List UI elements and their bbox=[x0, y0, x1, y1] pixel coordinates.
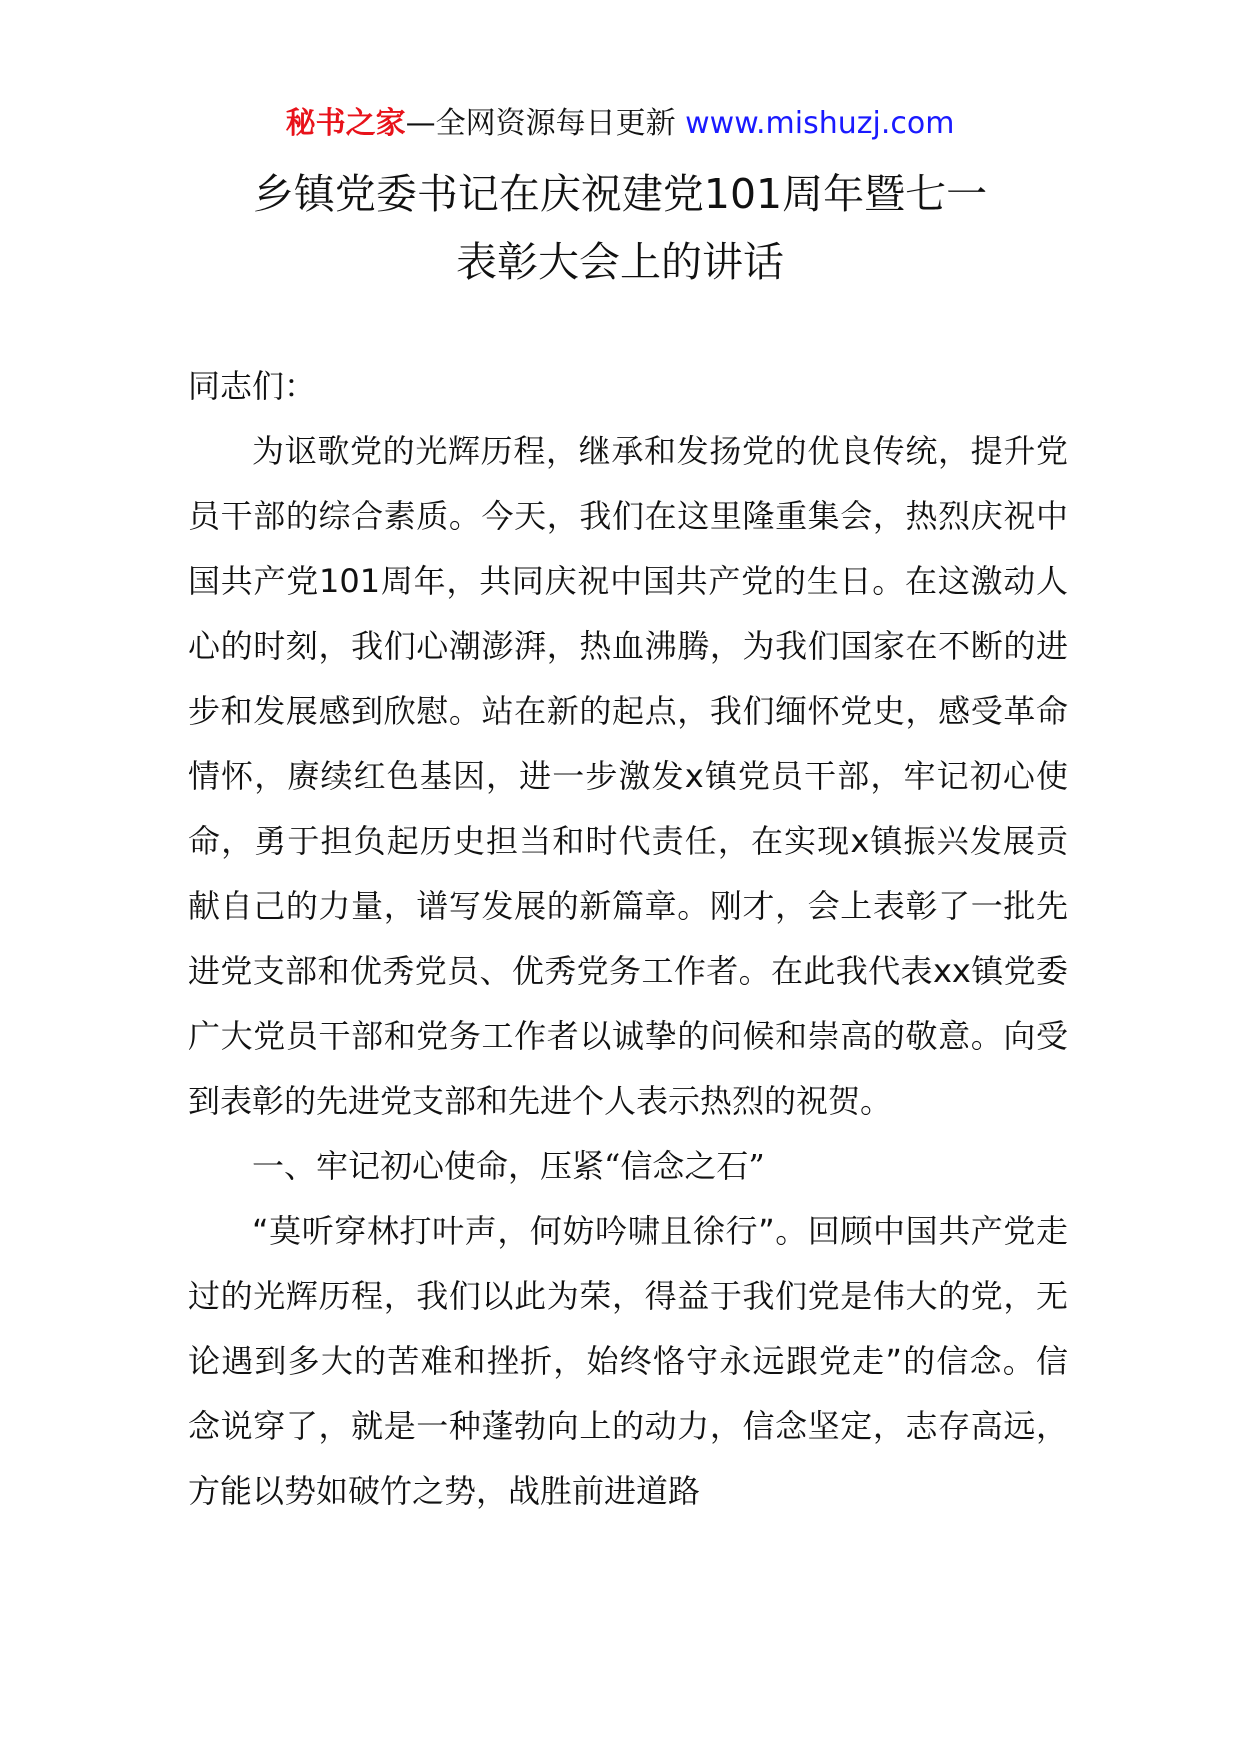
document-body bbox=[188, 354, 1068, 1524]
greeting: 同志们： bbox=[188, 367, 317, 405]
site-header bbox=[0, 102, 1240, 146]
document-title bbox=[160, 160, 1080, 296]
header-tagline: —全网资源每日更新 bbox=[405, 106, 686, 141]
paragraph-intro: 为讴歌党的光辉历程，继承和发扬党的优良传统，提升党员干部的综合素质。今天，我们在这里隆重集会，热烈庆祝中国共产党101周年，共同庆祝中国共产党的生日。在这激动人心的时刻，我们心潮澎湃，热血沸腾，为我们国家在不断的进步和发展感到欣慰。站在新的起点，我们缅怀党史，感受革命情怀，赓续红色基因，进一步激发x镇党员干部，牢记初心使命，勇于担负起历史担当和时代责任，在实现x镇振兴发展贡献自己的力量，谱写发展的新篇章。刚才，会上表彰了一批先进党支部和优秀党员、优秀党务工作者。在此我代表xx镇党委广大党员干部和党务工作者以诚挚的问候和崇高的敬意。向受到表彰的先进党支部和先进个人表示热烈的祝贺。 bbox=[188, 432, 1068, 1120]
site-url-link[interactable]: www.mishuzj.com bbox=[685, 106, 955, 141]
title-line-1: 乡镇党委书记在庆祝建党101周年暨七一 bbox=[252, 170, 988, 218]
brand-name: 秘书之家 bbox=[285, 106, 406, 141]
title-line-2: 表彰大会上的讲话 bbox=[456, 238, 784, 286]
section-heading-1: 一、牢记初心使命，压紧“信念之石” bbox=[252, 1147, 765, 1185]
paragraph-section-1: “莫听穿林打叶声，何妨吟啸且徐行”。回顾中国共产党走过的光辉历程，我们以此为荣，得益于我们党是伟大的党，无论遇到多大的苦难和挫折，始终恪守永远跟党走”的信念。信念说穿了，就是一种蓬勃向上的动力，信念坚定，志存高远，方能以势如破竹之势，战胜前进道路 bbox=[188, 1212, 1068, 1510]
